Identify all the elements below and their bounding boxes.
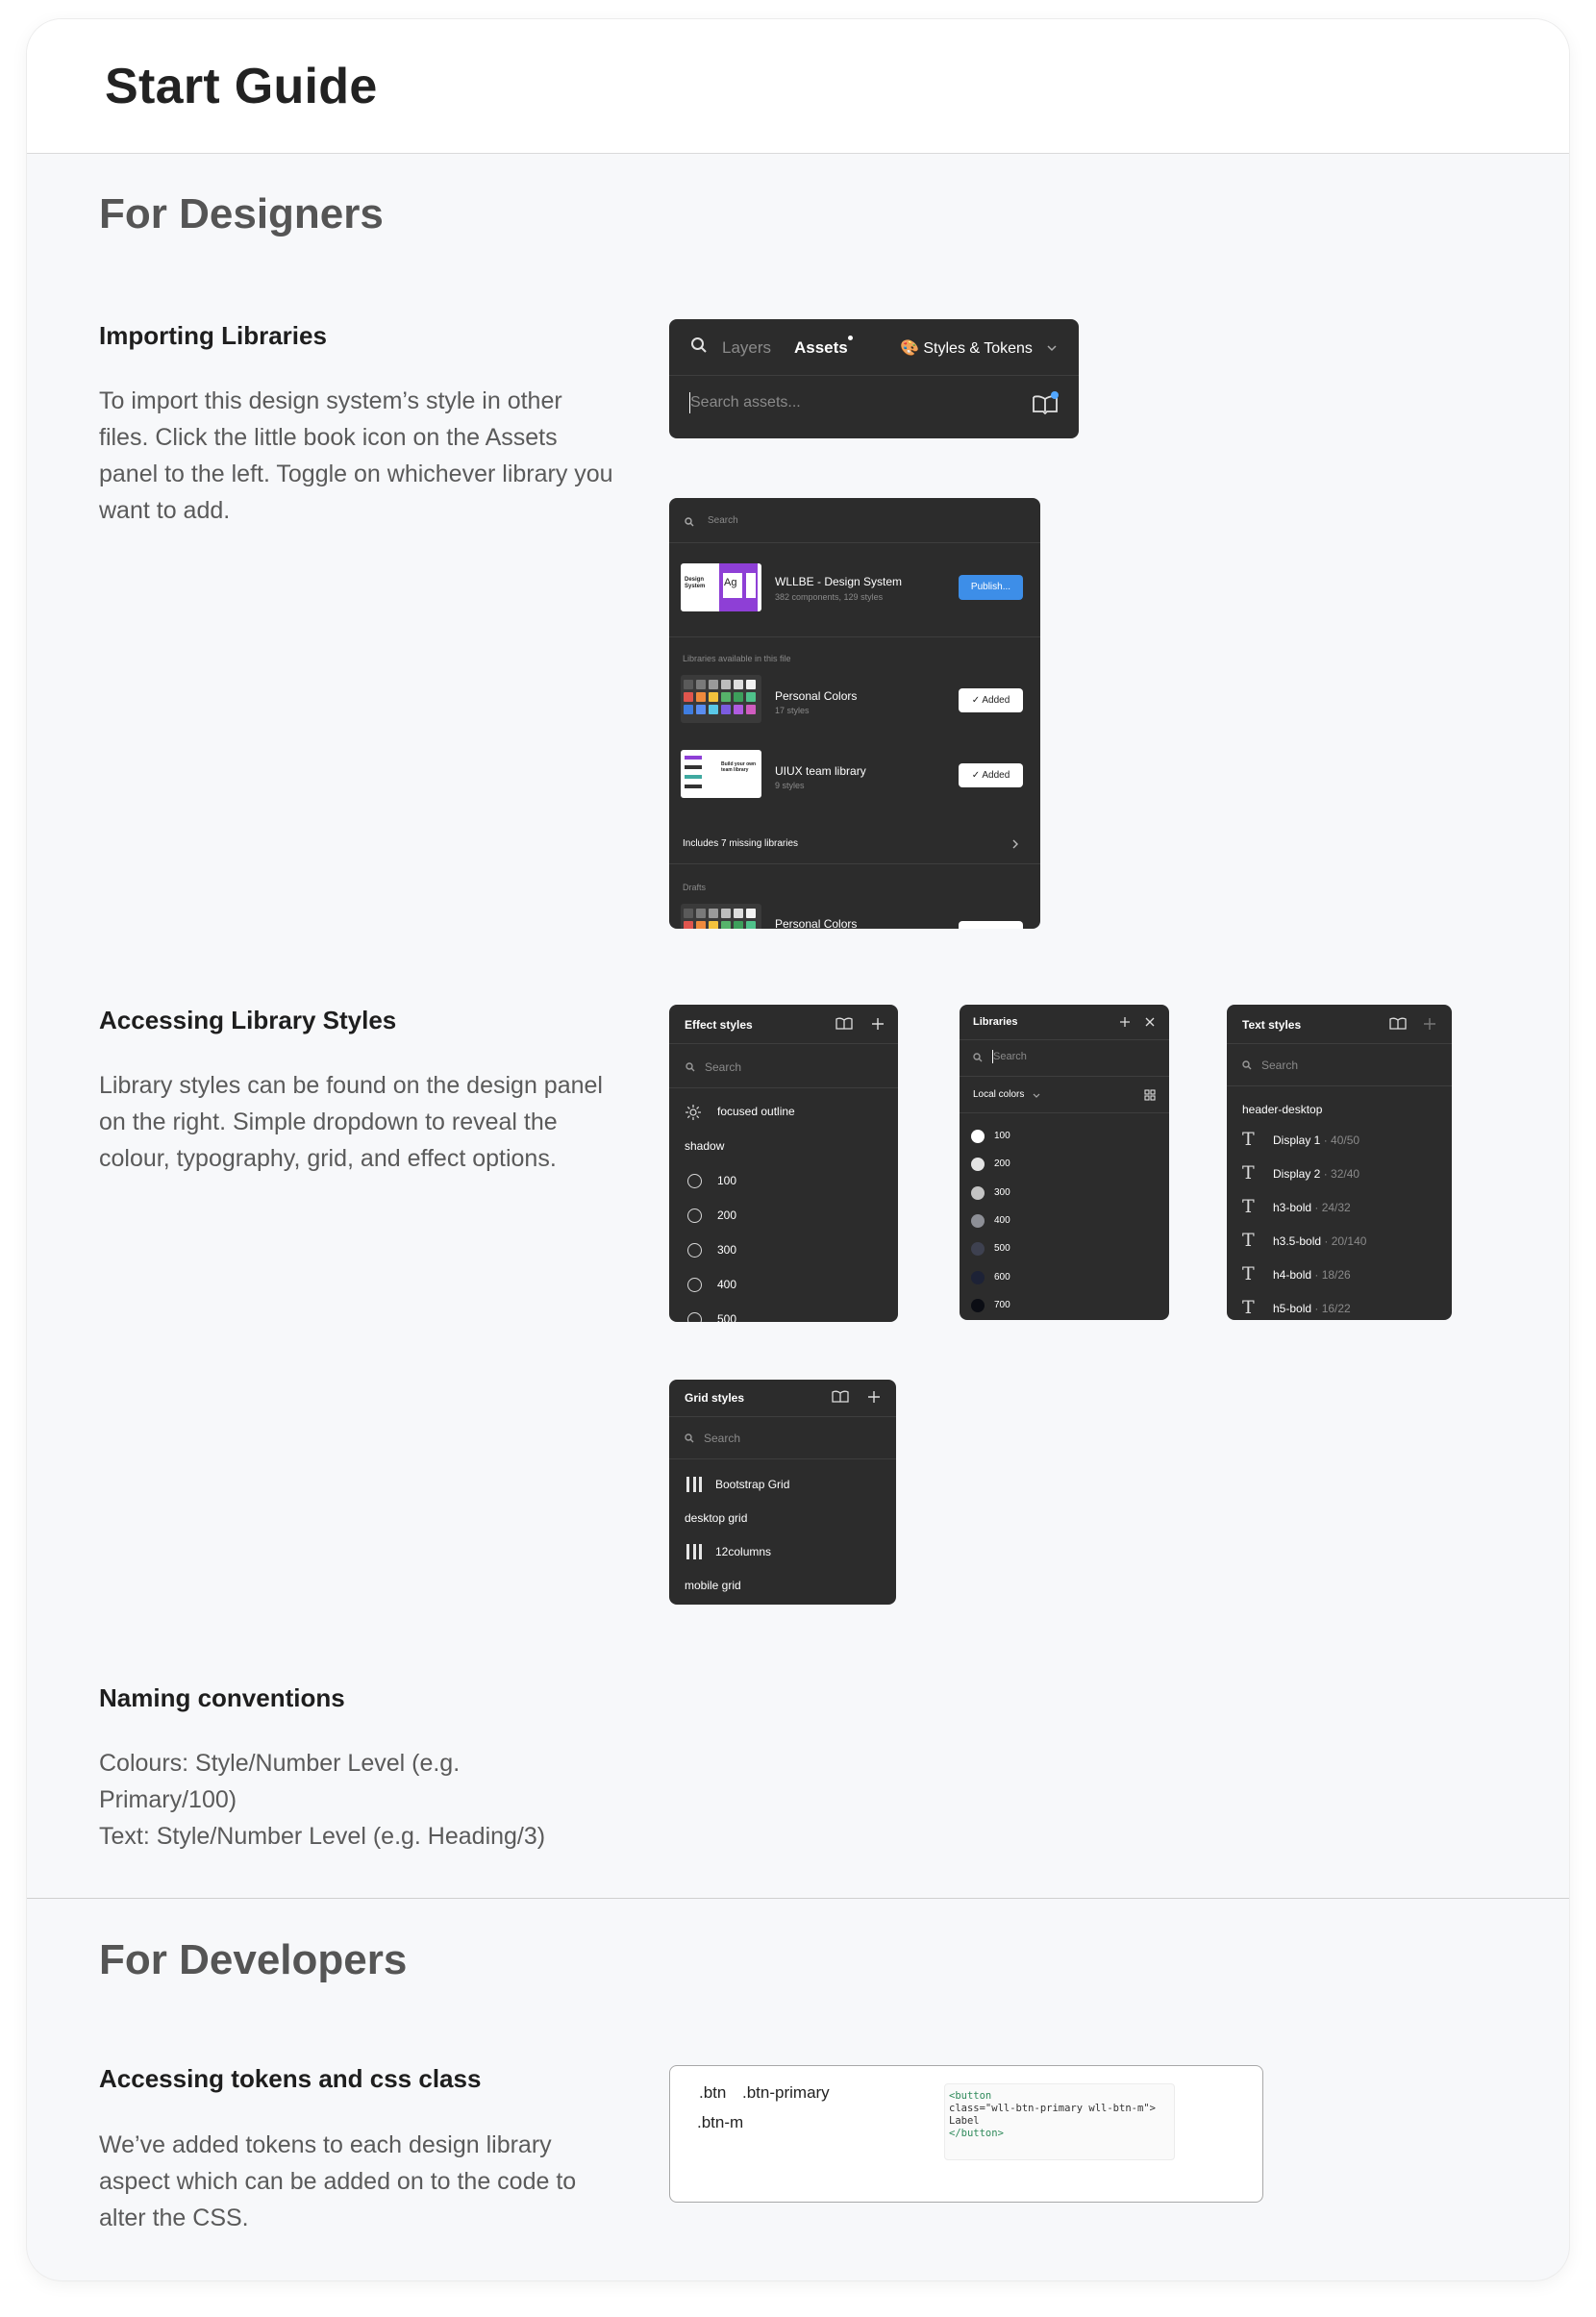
text-style-spec: · 18/26	[1311, 1268, 1351, 1282]
panel-title: Grid styles	[685, 1391, 745, 1405]
css-class-btn-primary: .btn-primary	[742, 2083, 830, 2102]
grid-icon	[686, 1477, 702, 1492]
text-styles-panel	[1227, 1005, 1452, 1320]
assets-notification-dot	[848, 336, 853, 340]
tab-assets[interactable]: Assets	[794, 338, 848, 357]
search-icon	[686, 1062, 695, 1072]
close-icon[interactable]	[1144, 1016, 1156, 1028]
library-name: WLLBE - Design System	[775, 575, 903, 588]
effect-styles-panel	[669, 1005, 898, 1322]
library-name: Personal Colors	[775, 917, 858, 929]
search-icon	[685, 517, 694, 527]
shadow-icon	[687, 1243, 702, 1258]
plus-icon[interactable]	[871, 1017, 885, 1031]
grid-view-icon[interactable]	[1144, 1089, 1156, 1101]
libraries-colors-panel	[960, 1005, 1169, 1320]
text-style-name: Display 2	[1273, 1167, 1321, 1181]
page-title: Start Guide	[105, 59, 378, 114]
check-icon: ✓	[971, 695, 983, 706]
start-guide-card	[27, 19, 1569, 2280]
swatch	[684, 909, 693, 918]
text-style-item[interactable]	[1273, 1167, 1359, 1181]
text-style-spec: · 40/50	[1320, 1134, 1360, 1147]
swatch	[696, 692, 706, 702]
effect-item[interactable]: 500	[717, 1312, 737, 1322]
text-style-item[interactable]	[1273, 1302, 1351, 1315]
library-name: UIUX team library	[775, 764, 866, 778]
text-style-item[interactable]	[1273, 1134, 1359, 1147]
plus-icon[interactable]	[1423, 1017, 1436, 1031]
text-group-label: header-desktop	[1242, 1103, 1323, 1116]
search-icon	[973, 1053, 983, 1062]
text-style-item[interactable]	[1273, 1201, 1351, 1214]
color-item[interactable]: 400	[994, 1214, 1010, 1226]
grid-icon	[686, 1544, 702, 1559]
text-style-spec: · 32/40	[1320, 1167, 1360, 1181]
plus-icon[interactable]	[1119, 1016, 1131, 1028]
swatch	[721, 692, 731, 702]
swatch	[734, 909, 743, 918]
swatch	[734, 921, 743, 929]
page-header	[27, 19, 1569, 154]
library-meta: 382 components, 129 styles	[775, 592, 884, 602]
library-meta: 9 styles	[775, 781, 805, 790]
assets-panel	[669, 319, 1079, 438]
swatch	[709, 692, 718, 702]
search-assets-input[interactable]: Search assets...	[690, 394, 801, 411]
color-swatch	[971, 1242, 985, 1256]
search-icon	[1242, 1060, 1252, 1070]
color-item[interactable]: 300	[994, 1186, 1010, 1198]
design-system-thumbnail: Design System Ag	[681, 563, 761, 611]
draft-thumbnail	[681, 904, 761, 929]
color-swatch	[971, 1271, 985, 1284]
swatch	[696, 921, 706, 929]
chevron-down-icon[interactable]	[1033, 1093, 1040, 1099]
search-icon[interactable]	[690, 336, 708, 354]
effect-item[interactable]: 300	[717, 1243, 737, 1257]
naming-text-text: Text: Style/Number Level (e.g. Heading/3)	[99, 1823, 546, 1850]
draft-add-button[interactable]	[959, 921, 1023, 929]
swatch	[709, 921, 718, 929]
panel-title: Text styles	[1242, 1018, 1302, 1032]
text-style-icon: T	[1242, 1230, 1255, 1251]
library-meta: 17 styles	[775, 706, 810, 715]
swatch	[709, 680, 718, 689]
text-style-item[interactable]	[1273, 1234, 1366, 1248]
color-item[interactable]: 700	[994, 1299, 1010, 1310]
shadow-icon	[687, 1312, 702, 1322]
personal-colors-thumbnail	[681, 675, 761, 723]
color-swatches	[684, 680, 756, 714]
swatch	[684, 680, 693, 689]
chevron-down-icon[interactable]	[1047, 344, 1057, 352]
book-icon[interactable]	[1388, 1016, 1408, 1032]
text-style-spec: · 16/22	[1311, 1302, 1351, 1315]
tab-styles-tokens[interactable]: 🎨 Styles & Tokens	[900, 340, 1033, 357]
swatch	[709, 705, 718, 714]
text-search-input[interactable]: Search	[1261, 1059, 1299, 1072]
grid-group-label: mobile grid	[685, 1579, 741, 1592]
missing-libraries-link[interactable]: Includes 7 missing libraries	[683, 838, 799, 849]
text-style-name: h3.5-bold	[1273, 1234, 1322, 1248]
swatch	[721, 909, 731, 918]
swatch	[746, 909, 756, 918]
book-icon[interactable]	[831, 1389, 850, 1405]
swatch	[709, 909, 718, 918]
panel-title: Effect styles	[685, 1018, 753, 1032]
grid-group-label: desktop grid	[685, 1511, 748, 1525]
effect-group-label: shadow	[685, 1139, 725, 1153]
swatch	[696, 680, 706, 689]
effect-item[interactable]: 400	[717, 1278, 737, 1291]
swatch	[696, 705, 706, 714]
swatch	[734, 692, 743, 702]
text-style-icon: T	[1242, 1263, 1255, 1284]
text-style-icon: T	[1242, 1196, 1255, 1217]
shadow-icon	[687, 1174, 702, 1188]
publish-button[interactable]: Publish...	[959, 575, 1023, 600]
designers-section-title: For Designers	[99, 190, 384, 237]
color-swatch	[971, 1186, 985, 1200]
text-style-name: h4-bold	[1273, 1268, 1312, 1282]
local-colors-dropdown[interactable]: Local colors	[973, 1089, 1025, 1100]
effect-item[interactable]: 200	[717, 1208, 737, 1222]
uiux-library-thumbnail: Build your own team library	[681, 750, 761, 798]
css-class-btn-m: .btn-m	[697, 2113, 744, 2131]
shadow-icon	[687, 1208, 702, 1223]
swatch	[721, 921, 731, 929]
book-icon[interactable]	[835, 1016, 854, 1032]
color-item[interactable]: 600	[994, 1271, 1010, 1283]
panel-title: Libraries	[973, 1016, 1018, 1028]
search-icon	[685, 1433, 694, 1443]
css-class-btn: .btn	[699, 2083, 727, 2102]
swatch	[746, 680, 756, 689]
text-style-name: h3-bold	[1273, 1201, 1312, 1214]
chevron-right-icon[interactable]	[1011, 839, 1019, 849]
color-swatch	[971, 1158, 985, 1171]
check-icon: ✓	[971, 770, 983, 781]
swatch	[684, 705, 693, 714]
swatch	[721, 705, 731, 714]
text-style-spec: · 24/32	[1311, 1201, 1351, 1214]
library-name: Personal Colors	[775, 689, 858, 703]
naming-colours-text: Colours: Style/Number Level (e.g. Primary/100)	[99, 1750, 461, 1813]
text-style-icon: T	[1242, 1162, 1255, 1183]
sun-icon	[686, 1105, 701, 1120]
color-swatches	[684, 909, 756, 929]
added-button[interactable]: ✓ Added	[959, 763, 1023, 787]
colors-search-input[interactable]: Search	[993, 1051, 1027, 1062]
text-style-icon: T	[1242, 1129, 1255, 1150]
text-style-icon: T	[1242, 1297, 1255, 1318]
color-swatch	[971, 1214, 985, 1228]
color-item[interactable]: 100	[994, 1131, 1010, 1141]
swatch	[746, 692, 756, 702]
code-snippet: <button class="wll-btn-primary wll-btn-m"> Label </button>	[944, 2083, 1175, 2160]
libraries-panel	[669, 498, 1040, 929]
accessing-styles-title: Accessing Library Styles	[99, 1006, 397, 1034]
color-item[interactable]: 200	[994, 1158, 1010, 1170]
color-item[interactable]: 500	[994, 1243, 1010, 1255]
tab-layers[interactable]: Layers	[722, 338, 772, 357]
libraries-available-label: Libraries available in this file	[683, 654, 791, 663]
grid-search-input[interactable]: Search	[704, 1432, 741, 1445]
importing-libraries-text: To import this design system’s style in other files. Click the little book icon on the Assets panel to the left. Toggle on whichever library you want to add.	[99, 387, 613, 524]
swatch	[721, 680, 731, 689]
text-style-spec: · 20/140	[1321, 1234, 1367, 1248]
swatch	[684, 692, 693, 702]
text-style-name: h5-bold	[1273, 1302, 1312, 1315]
effect-item[interactable]: 100	[717, 1174, 737, 1187]
naming-conventions-title: Naming conventions	[99, 1683, 345, 1712]
added-button[interactable]: ✓ Added	[959, 688, 1023, 712]
color-swatch	[971, 1299, 985, 1312]
swatch	[734, 705, 743, 714]
grid-item[interactable]: Bootstrap Grid	[715, 1478, 790, 1491]
swatch	[746, 921, 756, 929]
effect-search-input[interactable]: Search	[705, 1060, 742, 1074]
code-example	[669, 2065, 1263, 2203]
swatch	[684, 921, 693, 929]
book-icon[interactable]	[1031, 390, 1060, 415]
color-swatch	[971, 1130, 985, 1143]
text-style-item[interactable]	[1273, 1268, 1351, 1282]
effect-item[interactable]: focused outline	[717, 1105, 795, 1118]
importing-libraries-title: Importing Libraries	[99, 321, 327, 350]
shadow-icon	[687, 1278, 702, 1292]
tokens-css-text: We’ve added tokens to each design library aspect which can be added on to the code to alter the CSS.	[99, 2131, 577, 2231]
library-search-input[interactable]: Search	[708, 515, 738, 526]
swatch	[746, 705, 756, 714]
grid-item[interactable]: 12columns	[715, 1545, 772, 1558]
grid-styles-panel	[669, 1380, 896, 1605]
plus-icon[interactable]	[867, 1390, 881, 1404]
text-style-name: Display 1	[1273, 1134, 1321, 1147]
accessing-styles-text: Library styles can be found on the design panel on the right. Simple dropdown to reveal the colour, typography, grid, and effect options.	[99, 1072, 603, 1172]
swatch	[696, 909, 706, 918]
developers-section-title: For Developers	[99, 1936, 408, 1983]
tokens-css-title: Accessing tokens and css class	[99, 2064, 482, 2093]
swatch	[734, 680, 743, 689]
drafts-label: Drafts	[683, 883, 707, 892]
section-divider	[27, 1898, 1569, 1899]
